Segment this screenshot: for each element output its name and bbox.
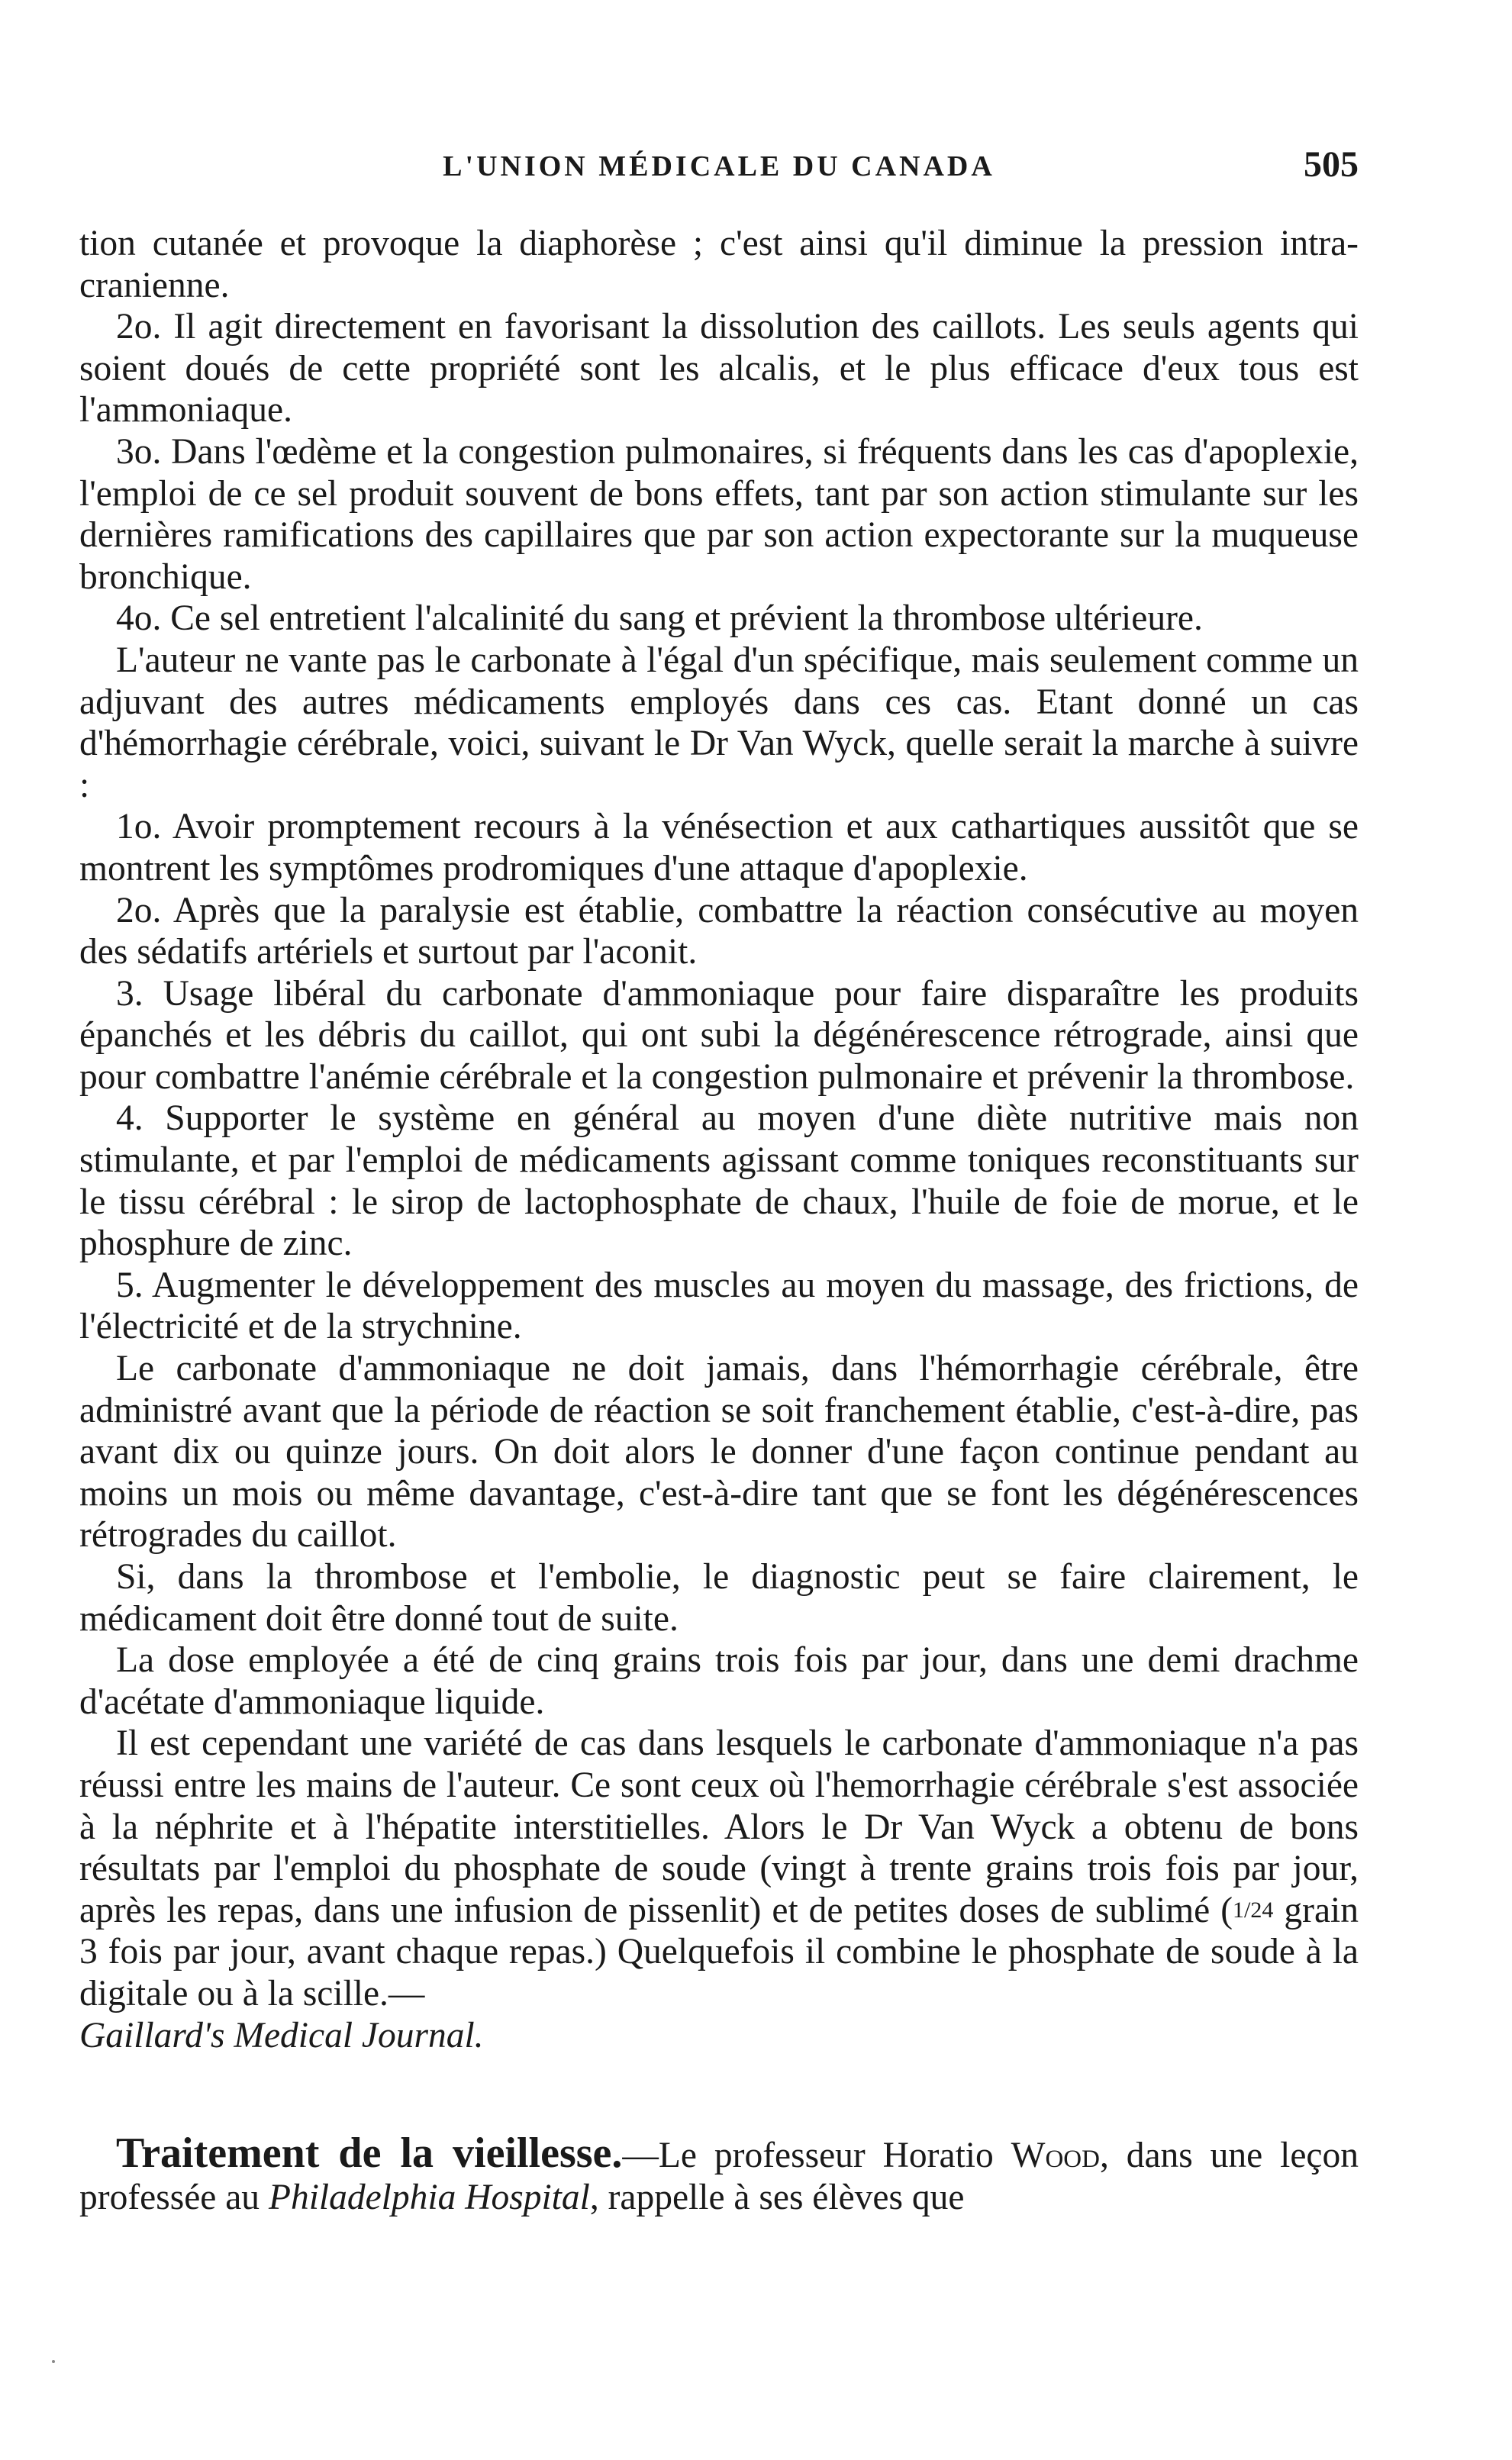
fraction-one-twenty-fourth: 1/24 [1233, 1897, 1274, 1923]
page-header [79, 144, 1359, 195]
paragraph-1: tion cutanée et provoque la diaphorèse ; c'est ainsi qu'il diminue la pression intra-cranienne. [79, 224, 1359, 305]
section-paragraph [79, 2130, 1359, 2218]
section-text-2: , dans une leçon professée au [79, 2136, 1359, 2217]
paragraph-2: 2o. Il agit directement en favorisant la dissolution des caillots. Les seuls agents qui soient doués de cette propriété sont les alcalis, et le plus efficace d'eux tous est l'ammoniaque. [79, 307, 1359, 430]
section-text-3: , rappelle à ses élèves que [589, 2177, 965, 2217]
paragraph-3: 3o. Dans l'œdème et la congestion pulmonaires, si fréquents dans les cas d'apoplexie, l'emploi de ce sel produit souvent de bons effets, tant par son action stimulante sur les dernières ramifications des capillaires que par son action expectorante sur la muqueuse bronchique. [79, 431, 1359, 597]
paragraph-5: L'auteur ne vante pas le carbonate à l'égal d'un spécifique, mais seulement comme un adjuvant des autres médicaments employés dans ces cas. Etant donné un cas d'hémorrhagie cérébrale, voici, suivant le Dr Van Wyck, quelle serait la marche à suivre : [79, 640, 1359, 805]
running-head: L'UNION MÉDICALE DU CANADA [443, 150, 995, 182]
section-text-1: —Le professeur Horatio [622, 2136, 1011, 2176]
paragraph-4: 4o. Ce sel entretient l'alcalinité du sang et prévient la thrombose ultérieure. [116, 598, 1203, 639]
section-title: Traitement de la vieillesse. [116, 2130, 623, 2178]
paragraph-7: 2o. Après que la paralysie est établie, combattre la réaction consécutive au moyen des sédatifs artériels et surtout par l'aconit. [79, 890, 1359, 972]
source-attribution: Gaillard's Medical Journal. [79, 2015, 484, 2055]
print-speck [52, 2360, 55, 2363]
paragraph-6: 1o. Avoir promptement recours à la vénésection et aux cathartiques aussitôt que se montrent les symptômes prodromiques d'une attaque d'apoplexie. [79, 807, 1359, 888]
paragraph-10: 5. Augmenter le développement des muscles au moyen du massage, des frictions, de l'électricité et de la strychnine. [79, 1265, 1359, 1347]
paragraph-11: Le carbonate d'ammoniaque ne doit jamais, dans l'hémorrhagie cérébrale, être administré avant que la période de réaction se soit franchement établie, c'est-à-dire, pas avant dix ou quinze jours. On doit alors le donner d'une façon continue pendant au moins un mois ou même davantage, c'est-à-dire tant que se font les dégénérescences rétrogrades du caillot. [79, 1349, 1359, 1556]
paragraph-8: 3. Usage libéral du carbonate d'ammoniaque pour faire disparaître les produits épanchés et les débris du caillot, qui ont subi la dégénérescence rétrograde, ainsi que pour combattre l'anémie cérébrale et la congestion pulmonaire et prévenir la thrombose. [79, 973, 1359, 1097]
paragraph-14 [79, 1723, 1359, 2056]
paragraph-12: Si, dans la thrombose et l'embolie, le diagnostic peut se faire clairement, le médicament doit être donné tout de suite. [79, 1557, 1359, 1639]
page-number: 505 [1304, 144, 1359, 185]
paragraph-14-text: Il est cependant une variété de cas dans lesquels le carbonate d'ammoniaque n'a pas réussi entre les mains de l'auteur. Ce sont ceux où l'hemorrhagie cérébrale s'est associée à la néphrite et à l'hépatite interstitielles. Alors le Dr Van Wyck a obtenu de bons résultats par l'emploi du phosphate de soude (vingt à trente grains trois fois par jour, après les repas, dans une infusion de pissenlit) et de petites doses de sublimé ( [79, 1723, 1359, 1930]
paragraph-14-text-end: grain 3 fois par jour, avant chaque repas.) Quelquefois il combine le phosphate de soude à la digitale ou à la scille.— [79, 1890, 1359, 2013]
paragraph-9: 4. Supporter le système en général au moyen d'une diète nutritive mais non stimulante, et par l'emploi de médicaments agissant comme toniques reconstituants sur le tissu cérébral : le sirop de lactophosphate de chaux, l'huile de foie de morue, et le phosphure de zinc. [79, 1098, 1359, 1264]
section-spacer [79, 2056, 1359, 2133]
author-name: Wood [1011, 2136, 1100, 2176]
paragraph-13: La dose employée a été de cinq grains trois fois par jour, dans une demi drachme d'acétate d'ammoniaque liquide. [79, 1640, 1359, 1722]
hospital-name: Philadelphia Hospital [268, 2177, 590, 2217]
body-text [79, 223, 1359, 2218]
